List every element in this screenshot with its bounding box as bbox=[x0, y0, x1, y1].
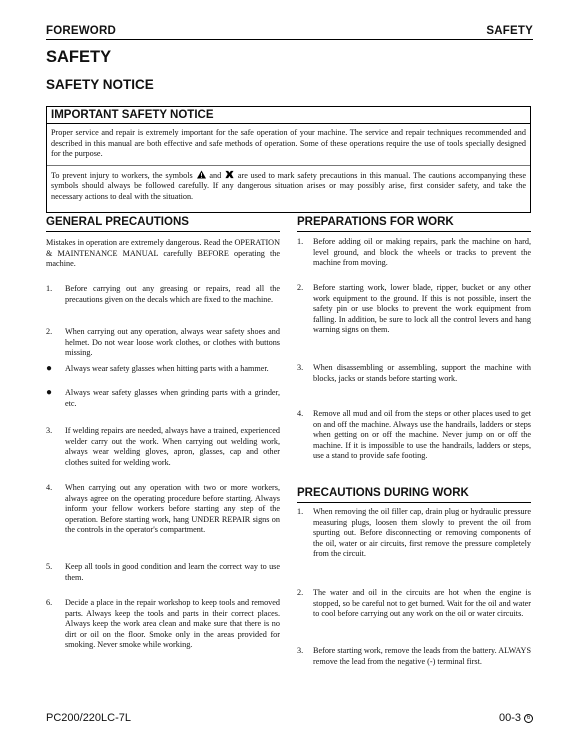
general-precautions-title: GENERAL PRECAUTIONS bbox=[46, 216, 280, 232]
caution-tool-icon bbox=[224, 170, 235, 179]
list-item bbox=[297, 237, 531, 269]
page-header bbox=[46, 20, 533, 40]
list-item bbox=[297, 409, 531, 462]
list-text: Decide a place in the repair workshop to keep tools and removed parts. Always keep the tools and parts in their correct places. Always keep the work area clean and make sure that there is no dirt or oil on the floor. Smoke only in the areas provided for smoking. Never smoke while working. bbox=[65, 598, 280, 650]
list-text: Always wear safety glasses when hitting parts with a hammer. bbox=[65, 364, 269, 373]
list-marker: 2. bbox=[297, 283, 304, 292]
preparations-column bbox=[297, 216, 531, 238]
notice-p2-and: and bbox=[209, 170, 222, 180]
list-text: Remove all mud and oil from the steps or other places used to get on and off the machine. Always use the handrails, ladders or steps when getting on or off the machine. Never jump on or off the machine. If it is impossible to use the handrails, ladders or steps, use a stand to provide safe footing. bbox=[313, 409, 531, 461]
list-item bbox=[297, 283, 531, 336]
list-marker: 5. bbox=[46, 562, 53, 571]
list-marker: 1. bbox=[297, 237, 304, 246]
list-text: Before carrying out any greasing or repairs, read all the precautions given on the decals which are fixed to the machine. bbox=[65, 284, 280, 304]
list-text: Before starting work, lower blade, ripper, bucket or any other work equipment to the ground. If this is not possible, insert the safety pin or use blocks to prevent the work equipment from falling. In addition, be sure to lock all the control levers and hang warning signs on them. bbox=[313, 283, 531, 335]
list-marker: 1. bbox=[297, 507, 304, 516]
list-text: When carrying out any operation, always wear safety shoes and helmet. Do not wear loose work clothes, or clothes with buttons missing. bbox=[65, 327, 280, 358]
important-safety-notice-box bbox=[46, 106, 531, 213]
header-section: FOREWORD bbox=[46, 25, 116, 37]
list-item bbox=[297, 646, 531, 667]
list-item bbox=[46, 562, 280, 583]
general-precautions-column bbox=[46, 216, 280, 270]
page-subtitle: SAFETY NOTICE bbox=[46, 77, 154, 92]
list-text: Before adding oil or making repairs, park the machine on hard, level ground, and block the wheels or tracks to prevent the machine from moving. bbox=[313, 237, 531, 268]
bullet-icon: ● bbox=[46, 363, 53, 374]
notice-title: IMPORTANT SAFETY NOTICE bbox=[47, 107, 530, 124]
list-marker: 4. bbox=[297, 409, 304, 418]
list-marker: 3. bbox=[46, 426, 53, 435]
footer-page bbox=[499, 712, 533, 724]
list-item bbox=[46, 364, 280, 375]
list-text: If welding repairs are needed, always have a trained, experienced welder carry out the work. When carrying out welding work, always wear welding gloves, apron, glasses, cap and other clothes suited for welding work. bbox=[65, 426, 280, 467]
list-item bbox=[297, 507, 531, 560]
list-marker: 2. bbox=[46, 327, 53, 336]
list-item bbox=[46, 388, 280, 409]
list-item bbox=[46, 598, 280, 651]
list-item bbox=[46, 426, 280, 468]
list-text: When carrying out any operation with two or more workers, always agree on the operating procedure before starting. Always inform your fellow workers before starting any step of the operation. Before starting work, hang UNDER REPAIR signs on the controls in the operator's compartment. bbox=[65, 483, 280, 535]
page-title: SAFETY bbox=[46, 48, 112, 66]
bullet-icon: ● bbox=[46, 387, 53, 398]
list-text: Always wear safety glasses when grinding parts with a grinder, etc. bbox=[65, 388, 280, 408]
list-text: When removing the oil filler cap, drain plug or hydraulic pressure measuring plugs, loosen them slowly to prevent the oil from spurting out. Before disconnecting or removing components of the oil, water or air circuits, first remove the pressure completely from the circuit. bbox=[313, 507, 531, 559]
notice-paragraph-2 bbox=[47, 166, 530, 203]
list-item bbox=[46, 327, 280, 359]
notice-p2-end: are used to mark safety precautions in this manual. The cautions accompanying these symbols should always be followed carefully. If any dangerous situation arises or may possibly arise, first consider safety, and take the necessary actions to deal with the situation. bbox=[51, 170, 527, 201]
page-number: 00-3 bbox=[498, 712, 521, 724]
notice-paragraph-1: Proper service and repair is extremely important for the safe operation of your machine. The service and repair techniques recommended and described in this manual are both effective and safe methods of operation. Some of these operations require the use of tools specially designed for the purpose. bbox=[51, 128, 526, 159]
list-item bbox=[46, 284, 280, 305]
list-marker: 2. bbox=[297, 588, 304, 597]
list-marker: 3. bbox=[297, 363, 304, 372]
warning-triangle-icon bbox=[196, 170, 207, 179]
list-item bbox=[46, 483, 280, 536]
list-text: Keep all tools in good condition and learn the correct way to use them. bbox=[65, 562, 280, 582]
list-marker: 1. bbox=[46, 284, 53, 293]
preparations-title: PREPARATIONS FOR WORK bbox=[297, 216, 531, 232]
list-marker: 3. bbox=[297, 646, 304, 655]
list-item bbox=[297, 363, 531, 384]
during-work-title: PRECAUTIONS DURING WORK bbox=[297, 487, 531, 503]
footer-model: PC200/220LC-7L bbox=[46, 712, 132, 724]
general-intro: Mistakes in operation are extremely dangerous. Read the OPERATION & MAINTENANCE MANUAL carefully BEFORE operating the machine. bbox=[46, 238, 280, 269]
notice-p2-start: To prevent injury to workers, the symbols bbox=[51, 170, 193, 180]
list-text: When disassembling or assembling, support the machine with blocks, jacks or stands before starting work. bbox=[313, 363, 531, 383]
revision-circle-icon: 6 bbox=[524, 714, 533, 723]
header-topic: SAFETY bbox=[486, 25, 533, 37]
list-text: The water and oil in the circuits are hot when the engine is stopped, so be careful not to get burned. Wait for the oil and water to cool before carrying out any work on the oil or water circuits. bbox=[313, 588, 531, 619]
list-marker: 4. bbox=[46, 483, 53, 492]
list-text: Before starting work, remove the leads from the battery. ALWAYS remove the lead from the negative (-) terminal first. bbox=[313, 646, 531, 666]
list-marker: 6. bbox=[46, 598, 53, 607]
list-item bbox=[297, 588, 531, 620]
during-work-column bbox=[297, 487, 531, 509]
